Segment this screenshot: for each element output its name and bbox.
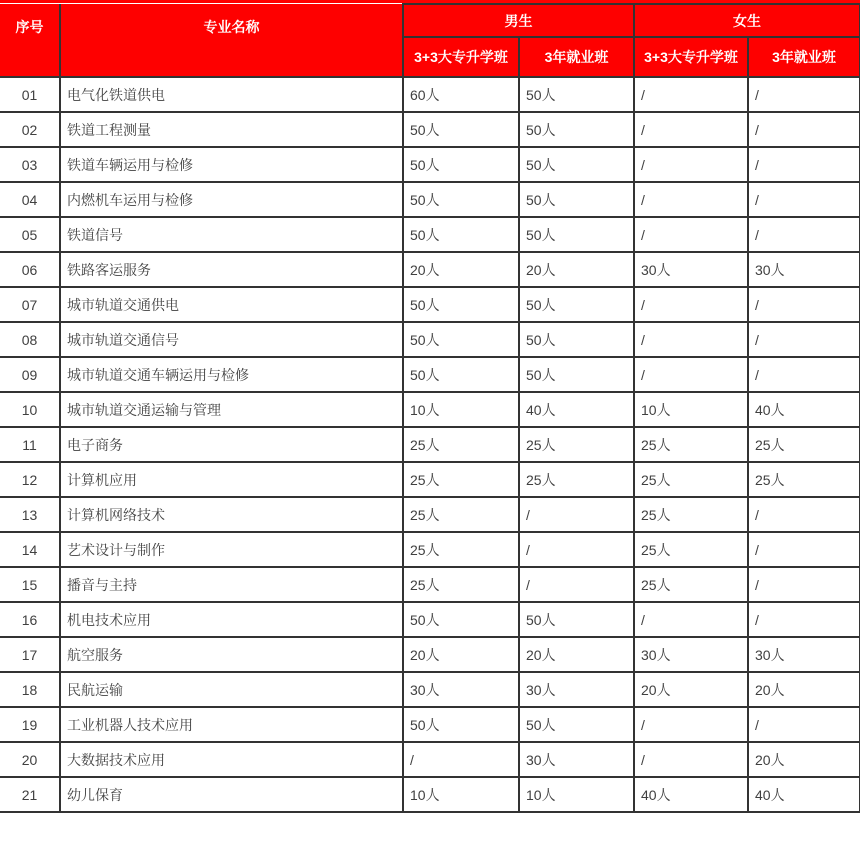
cell-female-advance: /	[634, 742, 748, 777]
cell-major-name: 大数据技术应用	[60, 742, 403, 777]
cell-male-advance: 50人	[403, 112, 519, 147]
cell-female-employ: 40人	[748, 777, 860, 812]
cell-row-number: 16	[0, 602, 60, 637]
cell-female-advance: 40人	[634, 777, 748, 812]
cell-female-employ: /	[748, 602, 860, 637]
cell-male-advance: 50人	[403, 287, 519, 322]
cell-major-name: 城市轨道交通供电	[60, 287, 403, 322]
table-row	[0, 287, 860, 322]
cell-male-employ: 30人	[519, 672, 634, 707]
cell-male-advance: 50人	[403, 707, 519, 742]
cell-row-number: 02	[0, 112, 60, 147]
cell-female-advance: /	[634, 77, 748, 112]
cell-female-advance: /	[634, 287, 748, 322]
header-major-name: 专业名称	[60, 4, 403, 77]
cell-female-employ: 30人	[748, 252, 860, 287]
cell-major-name: 城市轨道交通信号	[60, 322, 403, 357]
table-row	[0, 707, 860, 742]
cell-male-advance: /	[403, 742, 519, 777]
cell-male-employ: 50人	[519, 217, 634, 252]
cell-row-number: 21	[0, 777, 60, 812]
enrollment-plan-table	[0, 3, 860, 813]
header-male-advance-class: 3+3大专升学班	[403, 37, 519, 77]
header-group-female: 女生	[634, 4, 860, 37]
cell-male-employ: 20人	[519, 252, 634, 287]
cell-male-employ: 50人	[519, 182, 634, 217]
cell-row-number: 17	[0, 637, 60, 672]
cell-female-employ: 20人	[748, 742, 860, 777]
cell-female-advance: 25人	[634, 427, 748, 462]
cell-female-employ: /	[748, 287, 860, 322]
cell-male-employ: 50人	[519, 112, 634, 147]
cell-major-name: 铁道车辆运用与检修	[60, 147, 403, 182]
cell-female-employ: 25人	[748, 427, 860, 462]
cell-row-number: 13	[0, 497, 60, 532]
cell-row-number: 03	[0, 147, 60, 182]
cell-male-employ: /	[519, 567, 634, 602]
cell-male-advance: 25人	[403, 462, 519, 497]
table-row	[0, 392, 860, 427]
cell-male-employ: 50人	[519, 287, 634, 322]
table-row	[0, 77, 860, 112]
cell-male-employ: /	[519, 497, 634, 532]
cell-male-employ: 50人	[519, 77, 634, 112]
cell-row-number: 18	[0, 672, 60, 707]
cell-female-advance: /	[634, 707, 748, 742]
cell-female-advance: /	[634, 182, 748, 217]
cell-male-employ: 25人	[519, 462, 634, 497]
cell-row-number: 10	[0, 392, 60, 427]
cell-row-number: 07	[0, 287, 60, 322]
cell-male-advance: 10人	[403, 392, 519, 427]
cell-female-employ: 30人	[748, 637, 860, 672]
cell-male-employ: 40人	[519, 392, 634, 427]
cell-female-advance: /	[634, 322, 748, 357]
table-row	[0, 357, 860, 392]
cell-major-name: 铁道信号	[60, 217, 403, 252]
cell-female-advance: 20人	[634, 672, 748, 707]
cell-male-advance: 50人	[403, 182, 519, 217]
cell-major-name: 城市轨道交通运输与管理	[60, 392, 403, 427]
table-row	[0, 532, 860, 567]
table-row	[0, 672, 860, 707]
cell-major-name: 机电技术应用	[60, 602, 403, 637]
cell-major-name: 计算机应用	[60, 462, 403, 497]
cell-male-advance: 50人	[403, 322, 519, 357]
cell-female-employ: /	[748, 497, 860, 532]
table-row	[0, 637, 860, 672]
table-row	[0, 427, 860, 462]
header-row-groups	[0, 4, 860, 37]
cell-female-advance: 25人	[634, 532, 748, 567]
cell-major-name: 计算机网络技术	[60, 497, 403, 532]
cell-female-advance: 30人	[634, 637, 748, 672]
cell-male-advance: 50人	[403, 357, 519, 392]
cell-female-advance: 25人	[634, 567, 748, 602]
cell-major-name: 电气化铁道供电	[60, 77, 403, 112]
cell-major-name: 铁道工程测量	[60, 112, 403, 147]
cell-male-employ: 30人	[519, 742, 634, 777]
header-seq: 序号	[0, 4, 60, 77]
table-row	[0, 777, 860, 812]
cell-male-employ: 50人	[519, 602, 634, 637]
cell-row-number: 06	[0, 252, 60, 287]
cell-major-name: 铁路客运服务	[60, 252, 403, 287]
cell-row-number: 08	[0, 322, 60, 357]
cell-female-advance: /	[634, 602, 748, 637]
table-row	[0, 252, 860, 287]
table-body	[0, 77, 860, 812]
cell-row-number: 04	[0, 182, 60, 217]
table-row	[0, 182, 860, 217]
cell-major-name: 播音与主持	[60, 567, 403, 602]
table-row	[0, 112, 860, 147]
header-female-advance-class: 3+3大专升学班	[634, 37, 748, 77]
table-row	[0, 742, 860, 777]
cell-male-advance: 25人	[403, 427, 519, 462]
cell-female-advance: 25人	[634, 497, 748, 532]
cell-row-number: 20	[0, 742, 60, 777]
cell-female-employ: 25人	[748, 462, 860, 497]
cell-row-number: 19	[0, 707, 60, 742]
cell-row-number: 05	[0, 217, 60, 252]
cell-male-advance: 50人	[403, 217, 519, 252]
table-row	[0, 567, 860, 602]
cell-major-name: 艺术设计与制作	[60, 532, 403, 567]
cell-female-employ: 20人	[748, 672, 860, 707]
table-row	[0, 322, 860, 357]
cell-female-employ: /	[748, 567, 860, 602]
cell-female-advance: 30人	[634, 252, 748, 287]
cell-major-name: 城市轨道交通车辆运用与检修	[60, 357, 403, 392]
cell-major-name: 工业机器人技术应用	[60, 707, 403, 742]
cell-major-name: 幼儿保育	[60, 777, 403, 812]
cell-major-name: 民航运输	[60, 672, 403, 707]
cell-male-employ: /	[519, 532, 634, 567]
cell-row-number: 12	[0, 462, 60, 497]
cell-female-employ: /	[748, 532, 860, 567]
cell-male-advance: 60人	[403, 77, 519, 112]
cell-row-number: 01	[0, 77, 60, 112]
cell-female-advance: 25人	[634, 462, 748, 497]
cell-major-name: 内燃机车运用与检修	[60, 182, 403, 217]
cell-male-advance: 10人	[403, 777, 519, 812]
cell-row-number: 15	[0, 567, 60, 602]
cell-female-employ: /	[748, 77, 860, 112]
cell-male-advance: 50人	[403, 602, 519, 637]
cell-male-advance: 50人	[403, 147, 519, 182]
cell-female-employ: /	[748, 357, 860, 392]
table-row	[0, 217, 860, 252]
cell-male-advance: 25人	[403, 497, 519, 532]
cell-major-name: 航空服务	[60, 637, 403, 672]
cell-female-employ: /	[748, 147, 860, 182]
header-male-employ-class: 3年就业班	[519, 37, 634, 77]
cell-female-employ: /	[748, 707, 860, 742]
cell-male-advance: 25人	[403, 567, 519, 602]
cell-female-employ: /	[748, 112, 860, 147]
cell-female-advance: /	[634, 217, 748, 252]
cell-female-employ: /	[748, 182, 860, 217]
cell-row-number: 14	[0, 532, 60, 567]
cell-row-number: 11	[0, 427, 60, 462]
header-group-male: 男生	[403, 4, 634, 37]
cell-male-employ: 20人	[519, 637, 634, 672]
cell-male-advance: 25人	[403, 532, 519, 567]
cell-major-name: 电子商务	[60, 427, 403, 462]
cell-female-employ: 40人	[748, 392, 860, 427]
cell-female-employ: /	[748, 217, 860, 252]
table-row	[0, 602, 860, 637]
cell-male-employ: 50人	[519, 357, 634, 392]
table-row	[0, 497, 860, 532]
cell-male-employ: 10人	[519, 777, 634, 812]
cell-male-advance: 20人	[403, 252, 519, 287]
table-row	[0, 147, 860, 182]
header-female-employ-class: 3年就业班	[748, 37, 860, 77]
cell-male-advance: 30人	[403, 672, 519, 707]
cell-male-employ: 50人	[519, 147, 634, 182]
cell-male-employ: 50人	[519, 322, 634, 357]
cell-female-advance: 10人	[634, 392, 748, 427]
table-header	[0, 4, 860, 77]
cell-female-advance: /	[634, 112, 748, 147]
cell-male-employ: 50人	[519, 707, 634, 742]
table-row	[0, 462, 860, 497]
cell-female-employ: /	[748, 322, 860, 357]
cell-female-advance: /	[634, 147, 748, 182]
cell-male-advance: 20人	[403, 637, 519, 672]
cell-row-number: 09	[0, 357, 60, 392]
cell-male-employ: 25人	[519, 427, 634, 462]
cell-female-advance: /	[634, 357, 748, 392]
